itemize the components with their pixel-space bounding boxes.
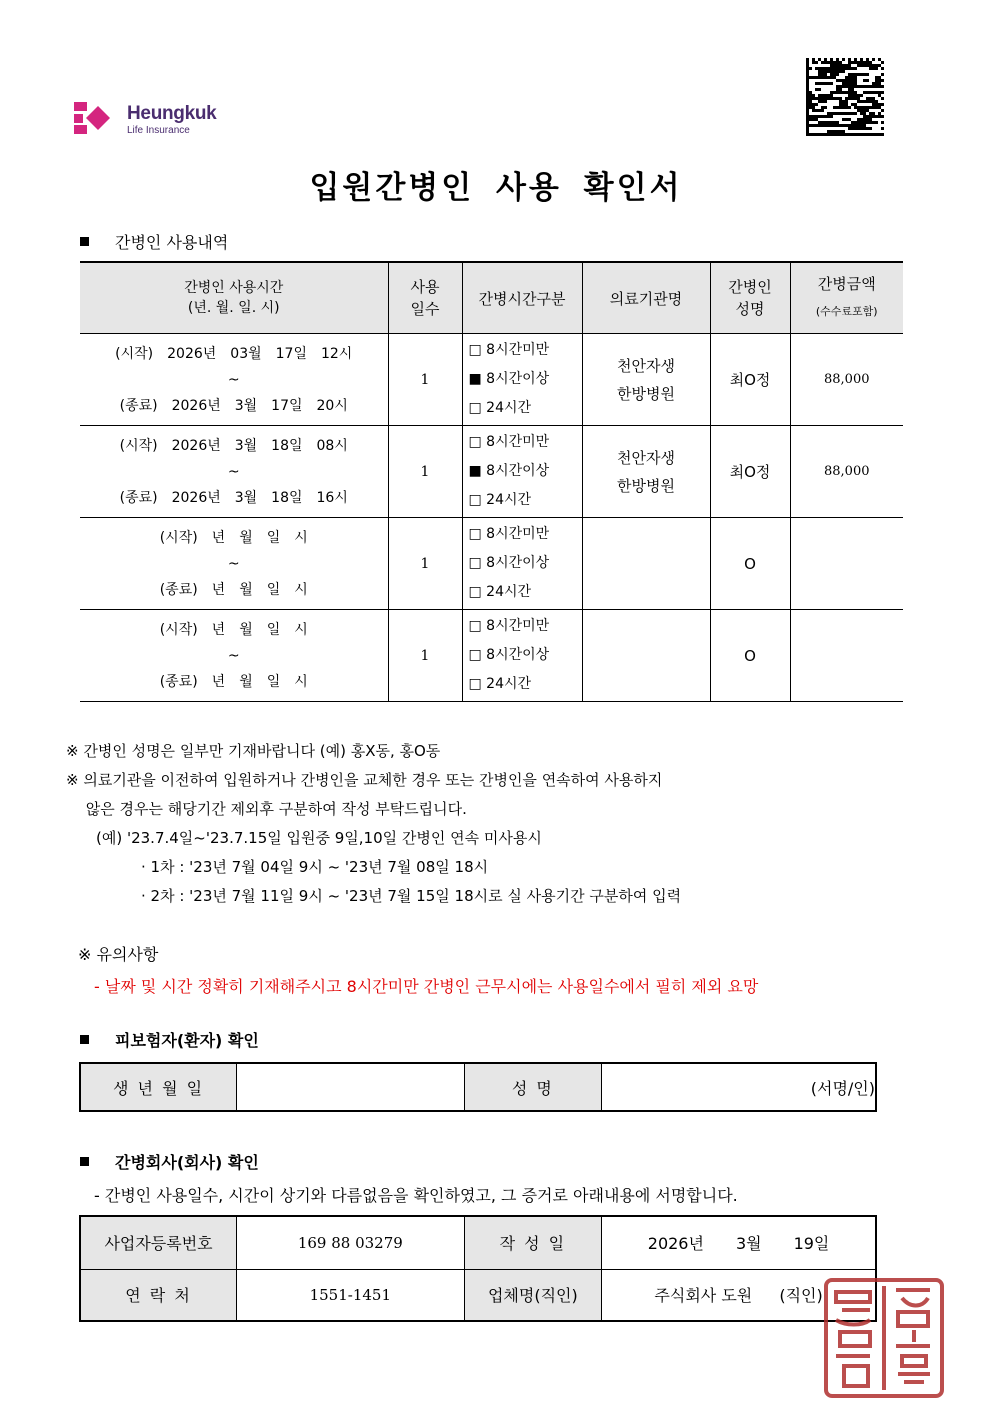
time-option-checkbox[interactable]: □ 8시간미만	[468, 526, 550, 542]
period-tilde: ~	[227, 463, 240, 480]
caution-title: ※ 유의사항	[78, 945, 159, 964]
time-option-checkbox[interactable]: □ 8시간이상	[468, 555, 550, 571]
contact-label: 연 락 처	[80, 1269, 237, 1321]
company-statement: - 간병인 사용일수, 시간이 상기와 다름없음을 확인하였고, 그 증거로 아래내용에 서명합니다.	[94, 1186, 738, 1205]
company-name-label: 업체명(직인)	[464, 1269, 602, 1321]
patient-table	[79, 1062, 877, 1112]
institution-line2: 한방병원	[617, 476, 675, 495]
usage-row	[80, 518, 903, 610]
note-line: · 1차 : '23년 7월 04일 9시 ~ '23년 7월 08일 18시	[66, 858, 489, 876]
patient-name-label: 성 명	[464, 1063, 602, 1111]
institution-cell[interactable]	[582, 426, 710, 518]
square-bullet-icon	[80, 1035, 89, 1044]
time-type-options	[462, 518, 582, 610]
caution-text: - 날짜 및 시간 정확히 기재해주시고 8시간미만 간병인 근무시에는 사용일수에서 필히 제외 요망	[94, 977, 759, 996]
usage-days[interactable]: 1	[388, 610, 462, 702]
logo-name: Heungkuk	[127, 103, 217, 124]
time-type-options	[462, 610, 582, 702]
date-value: 2026년 3월 19일	[602, 1216, 876, 1269]
note-line: · 2차 : '23년 7월 11일 9시 ~ '23년 7월 15일 18시로 실 사용기간 구분하여 입력	[66, 887, 682, 905]
header-period	[80, 262, 388, 334]
company-seal-stamp-icon	[822, 1276, 946, 1400]
header-time-type: 간병시간구분	[462, 262, 582, 334]
header-days-line1: 사용	[410, 278, 440, 296]
period-end: (종료) 년 월 일 시	[159, 581, 308, 598]
period-start: (시작) 2026년 3월 18일 08시	[119, 437, 348, 454]
seal-placeholder: (직인)	[779, 1286, 823, 1306]
header-amount	[790, 262, 903, 334]
time-type-options	[462, 334, 582, 426]
square-bullet-icon	[80, 237, 89, 246]
institution-cell[interactable]	[582, 610, 710, 702]
period-tilde: ~	[227, 371, 240, 388]
period-start: (시작) 년 월 일 시	[159, 621, 308, 638]
caregiver-name[interactable]: 최O정	[710, 334, 790, 426]
header-caregiver-name	[710, 262, 790, 334]
header-period-line2: (년. 월. 일. 시)	[187, 300, 280, 316]
usage-period[interactable]	[80, 610, 388, 702]
time-option-checkbox[interactable]: □ 24시간	[468, 492, 532, 508]
usage-period[interactable]	[80, 334, 388, 426]
time-type-options	[462, 426, 582, 518]
note-line: 않은 경우는 해당기간 제외후 구분하여 작성 부탁드립니다.	[66, 800, 467, 818]
period-tilde: ~	[227, 555, 240, 572]
usage-amount[interactable]	[790, 610, 903, 702]
institution-cell[interactable]	[582, 334, 710, 426]
time-option-checkbox[interactable]: □ 24시간	[468, 676, 532, 692]
time-option-checkbox[interactable]: ■ 8시간이상	[468, 463, 550, 479]
contact-value: 1551-1451	[237, 1269, 464, 1321]
date-label: 작 성 일	[464, 1216, 602, 1269]
header-days	[388, 262, 462, 334]
company-name-value: 주식회사 도원	[654, 1286, 753, 1306]
usage-amount[interactable]	[790, 518, 903, 610]
note-line: ※ 간병인 성명은 일부만 기재바랍니다 (예) 홍X동, 홍O동	[66, 742, 441, 760]
biz-number-label: 사업자등록번호	[80, 1216, 237, 1269]
usage-period[interactable]	[80, 518, 388, 610]
time-option-checkbox[interactable]: ■ 8시간이상	[468, 371, 550, 387]
usage-amount[interactable]: 88,000	[790, 334, 903, 426]
time-option-checkbox[interactable]: □ 8시간미만	[468, 434, 550, 450]
usage-table-header	[80, 262, 903, 334]
time-option-checkbox[interactable]: □ 24시간	[468, 400, 532, 416]
usage-days[interactable]: 1	[388, 426, 462, 518]
company-section-label: 간병회사(회사) 확인	[115, 1153, 259, 1172]
note-line: ※ 의료기관을 이전하여 입원하거나 간병인을 교체한 경우 또는 간병인을 연속하여 사용하지	[66, 771, 663, 789]
time-option-checkbox[interactable]: □ 8시간이상	[468, 647, 550, 663]
header-name-line1: 간병인	[728, 278, 772, 296]
caregiver-name[interactable]: O	[710, 610, 790, 702]
usage-row	[80, 426, 903, 518]
time-option-checkbox[interactable]: □ 24시간	[468, 584, 532, 600]
time-option-checkbox[interactable]: □ 8시간미만	[468, 342, 550, 358]
caregiver-name[interactable]: 최O정	[710, 426, 790, 518]
patient-signature-field[interactable]	[602, 1063, 876, 1111]
usage-amount[interactable]: 88,000	[790, 426, 903, 518]
period-end: (종료) 2026년 3월 18일 16시	[119, 489, 348, 506]
time-option-checkbox[interactable]: □ 8시간미만	[468, 618, 550, 634]
period-tilde: ~	[227, 647, 240, 664]
institution-line1: 천안자생	[617, 356, 675, 375]
usage-table	[80, 261, 903, 702]
usage-days[interactable]: 1	[388, 334, 462, 426]
document-title: 입원간병인 사용 확인서	[309, 170, 683, 206]
patient-section-heading	[80, 1028, 259, 1051]
institution-cell[interactable]	[582, 518, 710, 610]
company-section-heading	[80, 1150, 259, 1173]
usage-section-label: 간병인 사용내역	[115, 233, 229, 252]
header-name-line2: 성명	[735, 300, 765, 318]
header-amount-note: (수수료포함)	[815, 305, 878, 318]
period-start: (시작) 년 월 일 시	[159, 529, 308, 546]
period-end: (종료) 2026년 3월 17일 20시	[119, 397, 348, 414]
note-line: (예) '23.7.4일~'23.7.15일 입원중 9일,10일 간병인 연속 미사용시	[66, 829, 542, 847]
square-bullet-icon	[80, 1157, 89, 1166]
company-table	[79, 1215, 877, 1322]
heungkuk-logo-icon	[74, 102, 110, 134]
logo-subtitle: Life Insurance	[127, 125, 190, 136]
period-start: (시작) 2026년 03월 17일 12시	[115, 345, 353, 362]
header-period-line1: 간병인 사용시간	[184, 280, 284, 296]
institution-line2: 한방병원	[617, 384, 675, 403]
usage-section-heading	[80, 230, 228, 253]
dob-label: 생 년 월 일	[80, 1063, 237, 1111]
usage-row	[80, 610, 903, 702]
usage-row	[80, 334, 903, 426]
biz-number-value: 169 88 03279	[237, 1216, 464, 1269]
usage-period[interactable]	[80, 426, 388, 518]
signature-hint: (서명/인)	[810, 1078, 875, 1098]
datamatrix-code-icon	[806, 58, 884, 136]
header-amount-label: 간병금액	[817, 275, 876, 293]
dob-field[interactable]	[237, 1063, 464, 1111]
header-institution: 의료기관명	[582, 262, 710, 334]
period-end: (종료) 년 월 일 시	[159, 673, 308, 690]
usage-days[interactable]: 1	[388, 518, 462, 610]
patient-section-label: 피보험자(환자) 확인	[115, 1031, 259, 1050]
notes-block	[66, 737, 681, 911]
header-days-line2: 일수	[410, 300, 440, 318]
institution-line1: 천안자생	[617, 448, 675, 467]
caregiver-name[interactable]: O	[710, 518, 790, 610]
